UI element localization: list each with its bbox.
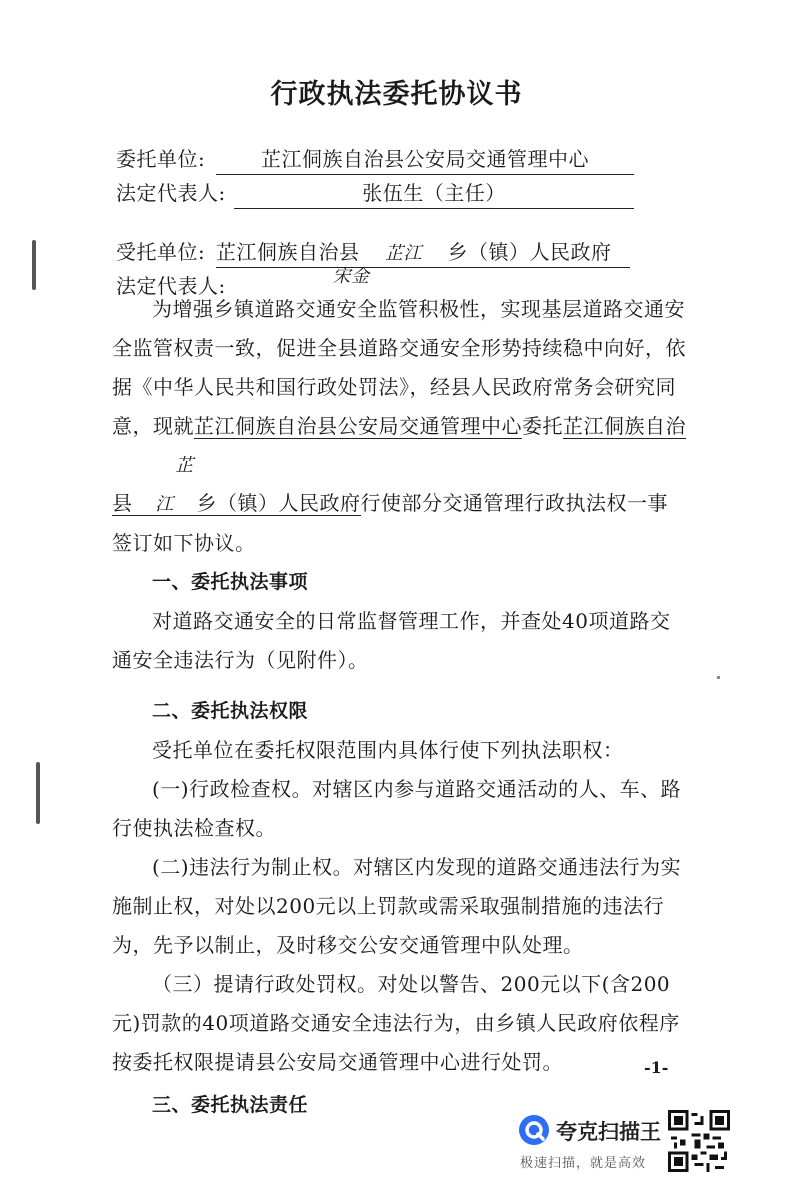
rep2-signature: 宋金: [332, 266, 370, 287]
intro-rest1: 监管积极性，实现基层道路交通安全监管权责一致，促进全县道路交通安全形势持续稳中向好，依据《中华人民共和国行政处罚法》，经县人民政府常务会研究同意，现就: [112, 297, 686, 438]
scanner-watermark: [518, 1108, 668, 1171]
intro-paragraph: [112, 290, 688, 563]
qr-code-icon: [668, 1110, 730, 1172]
section-2-item-2: (二)违法行为制止权。对辖区内发现的道路交通违法行为实施制止权，对处以200元以上罚款或需采取强制措施的违法行为，先予以制止，及时移交公安交通管理中队处理。: [112, 855, 682, 957]
scan-dot: [717, 676, 720, 679]
intro-opening: 为增强乡镇道路交通安全: [152, 297, 378, 321]
entrusting-unit-value: 芷江侗族自治县公安局交通管理中心: [216, 143, 634, 175]
section-2-heading: 二、委托执法权限: [152, 700, 309, 722]
intro-party-b-post: 乡（镇）人民政府: [196, 491, 361, 515]
rep2-label: 法定代表人:: [116, 274, 226, 298]
intro-party-b-signature: 芷江: [155, 455, 194, 515]
rep1-label: 法定代表人:: [116, 181, 226, 205]
document-body: [112, 290, 688, 1125]
scan-mark-upper: [32, 240, 36, 290]
entrusted-unit-value: [216, 236, 630, 268]
section-2-intro: 受托单位在委托权限范围内具体行使下列执法职权：: [152, 738, 624, 762]
section-3-heading: 三、委托执法责任: [152, 1094, 309, 1116]
page-number: -1-: [644, 1058, 669, 1077]
document-title: 行政执法委托协议书: [270, 79, 523, 110]
intro-party-b-pre: 芷江侗族自治县: [112, 414, 686, 515]
section-2-item-3: （三）提请行政处罚权。对处以警告、200元以下(含200元)罚款的40项道路交通安全违法行为，由乡镇人民政府依程序按委托权限提请县公安局交通管理中心进行处罚。: [112, 972, 680, 1074]
entrusting-unit-line: [116, 143, 589, 172]
rep1-value: 张伍生（主任）: [234, 177, 634, 209]
section-1-text: 对道路交通安全的日常监督管理工作，并查处40项道路交通安全违法行为（见附件）。: [112, 609, 671, 672]
section-2-item-1: (一)行政检查权。对辖区内参与道路交通活动的人、车、路行使执法检查权。: [112, 777, 682, 840]
watermark-brand: 夸克扫描王: [556, 1120, 661, 1144]
scan-mark-lower: [36, 762, 40, 824]
entrusted-unit-post: 乡（镇）人民政府: [447, 240, 612, 264]
entrusting-unit-label: 委托单位:: [116, 147, 206, 171]
entrusted-unit-pre: 芷江侗族自治县: [216, 240, 360, 264]
scanner-logo-icon: [518, 1114, 550, 1146]
section-1-heading: 一、委托执法事项: [152, 571, 309, 593]
intro-party-a: 芷江侗族自治县公安局交通管理中心: [194, 414, 522, 438]
intro-mid: 委托: [522, 414, 563, 438]
entrusted-unit-line: [116, 236, 612, 265]
entrusted-unit-signature: 芷江: [385, 243, 422, 264]
rep1-line: [116, 177, 506, 206]
watermark-slogan: 极速扫描，就是高效: [520, 1156, 647, 1171]
intro-rest2: 行使部分交通管理行政执法权一事签订如下协议。: [112, 491, 668, 555]
entrusted-unit-label: 受托单位:: [116, 240, 206, 264]
